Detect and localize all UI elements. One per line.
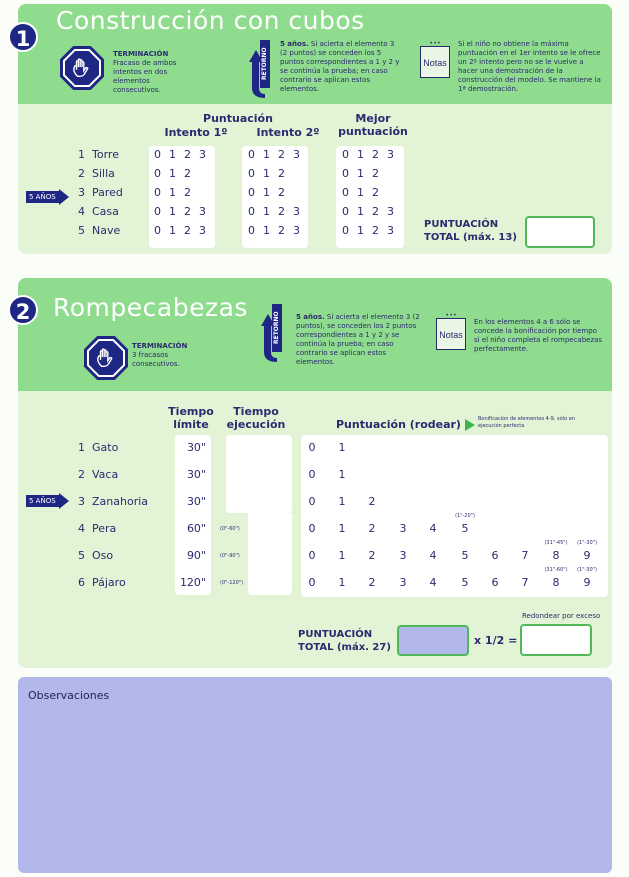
time-limit-value: 120": [179, 576, 206, 589]
time-range-hint: (0"-60"): [220, 526, 240, 532]
score-option[interactable]: [454, 513, 476, 535]
retorno-lead: 5 años.: [296, 313, 325, 321]
score-option[interactable]: 0: [342, 148, 349, 161]
score-option[interactable]: [514, 549, 536, 562]
score-option[interactable]: 1: [357, 148, 364, 161]
score-option[interactable]: 1: [357, 224, 364, 237]
score-option[interactable]: [301, 549, 323, 562]
score-option[interactable]: 0: [154, 167, 161, 180]
table-row: [78, 205, 119, 218]
item-number: 6: [78, 576, 85, 589]
total-label-line1: PUNTUACIÓN: [298, 629, 373, 640]
total-label: [424, 218, 517, 244]
bonus-time-hint: (1"-30"): [577, 540, 597, 546]
time-limit-value: 30": [186, 468, 206, 481]
score-option[interactable]: [422, 576, 444, 589]
score-option[interactable]: [484, 549, 506, 562]
observations-box[interactable]: [18, 677, 612, 873]
score-value: 4: [429, 522, 437, 535]
score-option[interactable]: 2: [278, 224, 285, 237]
score-option[interactable]: 1: [263, 224, 270, 237]
score-option[interactable]: [331, 468, 353, 481]
score-value: 0: [308, 468, 316, 481]
score-option[interactable]: [422, 549, 444, 562]
score-option[interactable]: 0: [154, 205, 161, 218]
score-options-intento-1: [154, 167, 199, 180]
item-number: 4: [78, 522, 85, 535]
score-option[interactable]: [361, 549, 383, 562]
score-option[interactable]: 1: [357, 205, 364, 218]
section-title: Construcción con cubos: [56, 6, 365, 35]
item-number: 5: [78, 549, 85, 562]
score-option[interactable]: [514, 576, 536, 589]
retorno-label: RETORNO: [260, 40, 270, 88]
termination-info: [113, 50, 188, 95]
time-limit-value: 30": [186, 441, 206, 454]
retorno-label: RETORNO: [272, 304, 282, 352]
score-value: 4: [429, 549, 437, 562]
score-value: 6: [491, 549, 499, 562]
score-option[interactable]: 1: [169, 148, 176, 161]
score-option[interactable]: 1: [169, 205, 176, 218]
section-rompecabezas: [15, 278, 612, 668]
item-name: Gato: [92, 441, 119, 454]
stop-hand-icon: [84, 336, 128, 380]
score-option[interactable]: 2: [372, 186, 379, 199]
score-option[interactable]: 3: [199, 224, 206, 237]
score-value: 0: [308, 522, 316, 535]
score-options-mejor: [342, 167, 387, 180]
execution-time-input-lower[interactable]: [248, 513, 292, 595]
score-option[interactable]: 2: [184, 148, 191, 161]
score-value: 2: [368, 576, 376, 589]
score-option[interactable]: 0: [154, 186, 161, 199]
score-value: 1: [338, 522, 346, 535]
score-option[interactable]: 2: [278, 167, 285, 180]
score-option[interactable]: 1: [357, 167, 364, 180]
score-option[interactable]: 2: [278, 205, 285, 218]
score-option[interactable]: [544, 540, 568, 562]
notas-notepad-icon: • • • Notas: [420, 46, 450, 78]
section-construccion-cubos: [15, 4, 612, 254]
score-option[interactable]: 3: [199, 148, 206, 161]
score-value: 2: [368, 522, 376, 535]
retorno-arrow-icon: [258, 304, 282, 362]
score-options-mejor: [342, 186, 387, 199]
score-option[interactable]: 2: [372, 148, 379, 161]
score-option[interactable]: 3: [293, 148, 300, 161]
score-value: 8: [552, 549, 560, 562]
item-name: Nave: [92, 224, 121, 237]
item-number: 3: [78, 186, 85, 199]
score-option[interactable]: 2: [184, 224, 191, 237]
header-puntuacion: Puntuación: [203, 112, 273, 125]
total-label-line1: PUNTUACIÓN: [424, 219, 499, 230]
score-value: 0: [308, 549, 316, 562]
score-option[interactable]: [454, 576, 476, 589]
header-puntuacion-rodear: Puntuación (rodear): [336, 418, 461, 431]
section-number-badge: 1: [8, 22, 38, 52]
table-row: [78, 549, 113, 562]
score-option[interactable]: [392, 522, 414, 535]
item-number: 2: [78, 167, 85, 180]
retorno-text: [296, 313, 421, 367]
round-note: Redondear por exceso: [522, 612, 601, 620]
bonus-note: Bonificación de elementos 4-9, sólo en ejecución perfecta: [478, 416, 575, 429]
score-option[interactable]: 1: [263, 205, 270, 218]
table-row: [78, 441, 118, 454]
score-value: 1: [338, 576, 346, 589]
table-row: [78, 167, 115, 180]
header-tiempo-limite: Tiempo límite: [168, 405, 214, 431]
score-option[interactable]: 1: [169, 224, 176, 237]
score-value: 8: [552, 576, 560, 589]
item-name: Pájaro: [92, 576, 126, 589]
total-score-input[interactable]: [525, 216, 595, 248]
age-marker-5-anos: [26, 494, 69, 508]
score-value: 7: [521, 576, 529, 589]
score-option[interactable]: [361, 522, 383, 535]
score-option[interactable]: 0: [154, 224, 161, 237]
score-option[interactable]: 2: [278, 148, 285, 161]
score-option[interactable]: [301, 522, 323, 535]
time-limit-column: [175, 435, 211, 595]
total-label-line2: TOTAL (máx. 27): [298, 642, 391, 653]
score-value: 4: [429, 576, 437, 589]
score-option[interactable]: 0: [342, 224, 349, 237]
section-title: Rompecabezas: [53, 293, 248, 322]
termination-text: Fracaso de ambos intentos en dos elementos consecutivos.: [113, 59, 177, 94]
total-label: [298, 628, 391, 654]
score-value: 2: [368, 495, 376, 508]
score-options-intento-1: [154, 224, 214, 237]
score-option[interactable]: 2: [372, 167, 379, 180]
age-marker-label: 5 AÑOS: [26, 191, 59, 203]
table-row: [78, 576, 126, 589]
score-options-intento-2: [248, 186, 293, 199]
score-options-intento-2: [248, 148, 308, 161]
score-option[interactable]: 3: [199, 205, 206, 218]
notas-notepad-icon: • • • Notas: [436, 318, 466, 350]
time-limit-value: 30": [186, 495, 206, 508]
score-option[interactable]: 1: [263, 148, 270, 161]
time-range-hint: (0"-120"): [220, 580, 244, 586]
score-value: 9: [583, 576, 591, 589]
score-value: 1: [338, 468, 346, 481]
score-options-intento-1: [154, 186, 199, 199]
retorno-lead: 5 años.: [280, 40, 309, 48]
item-name: Torre: [92, 148, 119, 161]
score-option[interactable]: [544, 567, 568, 589]
score-option[interactable]: 3: [387, 224, 394, 237]
score-option[interactable]: 3: [387, 148, 394, 161]
table-row: [78, 522, 116, 535]
score-value: 7: [521, 549, 529, 562]
score-options-intento-2: [248, 167, 293, 180]
multiplier-label: x 1/2 =: [474, 634, 518, 647]
score-option[interactable]: [576, 540, 598, 562]
observations-title: Observaciones: [28, 689, 110, 702]
score-options-intento-2: [248, 224, 308, 237]
item-name: Casa: [92, 205, 119, 218]
time-limit-value: 60": [186, 522, 206, 535]
bonus-time-hint: (1"-30"): [577, 567, 597, 573]
score-options-intento-1: [154, 148, 214, 161]
score-option[interactable]: [331, 576, 353, 589]
item-name: Pared: [92, 186, 123, 199]
retorno-arrow-icon: [246, 40, 270, 98]
score-option[interactable]: 2: [184, 186, 191, 199]
score-value: 0: [308, 441, 316, 454]
bonus-time-hint: (31"-60"): [544, 567, 568, 573]
retorno-body: Si acierta el elemento 3 (2 puntos), se conceden los 2 puntos correspondientes a 1 y 2 y se continúa la prueba; en caso contrario se aplican estos elementos.: [296, 313, 420, 366]
score-value: 2: [368, 549, 376, 562]
score-option[interactable]: 0: [248, 186, 255, 199]
score-option[interactable]: [576, 567, 598, 589]
score-value: 5: [461, 549, 469, 562]
header-mejor-puntuacion: Mejor puntuación: [338, 112, 408, 138]
score-option[interactable]: [422, 522, 444, 535]
score-value: 6: [491, 576, 499, 589]
time-limit-value: 90": [186, 549, 206, 562]
table-row: [78, 186, 123, 199]
score-option[interactable]: [331, 549, 353, 562]
score-option[interactable]: [361, 576, 383, 589]
score-option[interactable]: 3: [293, 205, 300, 218]
score-option[interactable]: 0: [154, 148, 161, 161]
score-value: 3: [399, 522, 407, 535]
item-number: 4: [78, 205, 85, 218]
score-option[interactable]: 3: [387, 205, 394, 218]
item-number: 1: [78, 148, 85, 161]
score-option[interactable]: 1: [263, 167, 270, 180]
score-option[interactable]: 2: [372, 205, 379, 218]
score-option[interactable]: 0: [342, 186, 349, 199]
bonus-time-hint: (31"-45"): [544, 540, 568, 546]
score-option[interactable]: 0: [248, 167, 255, 180]
table-row: [78, 224, 120, 237]
score-option[interactable]: 1: [169, 167, 176, 180]
score-options-mejor: [342, 205, 402, 218]
halved-score-input[interactable]: [520, 624, 592, 656]
age-marker-label: 5 AÑOS: [26, 495, 59, 507]
score-option[interactable]: 0: [248, 224, 255, 237]
score-option[interactable]: [301, 468, 323, 481]
score-option[interactable]: 2: [278, 186, 285, 199]
score-option[interactable]: [454, 549, 476, 562]
termination-heading: TERMINACIÓN: [132, 342, 188, 350]
total-label-line2: TOTAL (máx. 13): [424, 232, 517, 243]
item-name: Silla: [92, 167, 115, 180]
item-name: Pera: [92, 522, 117, 535]
item-number: 3: [78, 495, 85, 508]
score-value: 1: [338, 495, 346, 508]
item-number: 2: [78, 468, 85, 481]
score-option[interactable]: 1: [169, 186, 176, 199]
table-row: [78, 468, 118, 481]
bonus-time-hint: (1"-20"): [455, 513, 475, 519]
score-option[interactable]: 0: [248, 205, 255, 218]
score-option[interactable]: [484, 576, 506, 589]
score-option[interactable]: [331, 522, 353, 535]
score-value: 5: [461, 522, 469, 535]
score-option[interactable]: [331, 495, 353, 508]
header-intento-1: Intento 1º: [164, 126, 228, 139]
score-option[interactable]: [392, 549, 414, 562]
item-name: Oso: [92, 549, 114, 562]
score-value: 0: [308, 576, 316, 589]
score-option[interactable]: [361, 495, 383, 508]
score-option[interactable]: 2: [184, 205, 191, 218]
score-option[interactable]: 1: [263, 186, 270, 199]
execution-time-input-upper[interactable]: [226, 435, 292, 513]
score-value: 9: [583, 549, 591, 562]
score-option[interactable]: 2: [372, 224, 379, 237]
score-value: 3: [399, 549, 407, 562]
score-options-mejor: [342, 224, 402, 237]
score-options-mejor: [342, 148, 402, 161]
score-option[interactable]: 0: [342, 205, 349, 218]
score-value: 5: [461, 576, 469, 589]
termination-text: 3 fracasos consecutivos.: [132, 351, 180, 368]
score-option[interactable]: [392, 576, 414, 589]
item-number: 1: [78, 441, 85, 454]
score-options-intento-1: [154, 205, 214, 218]
score-option[interactable]: 0: [342, 167, 349, 180]
retorno-body: Si acierta el elemento 3 (2 puntos) se conceden los 5 puntos correspondientes a 1 y 2 y se continúa la prueba; en caso contrario se aplican estos elementos.: [280, 40, 400, 93]
notas-text: En los elementos 4 a 6 sólo se concede la bonificación por tiempo si el niño completa el rompecabezas perfectamente.: [474, 318, 603, 353]
termination-heading: TERMINACIÓN: [113, 50, 169, 58]
score-option[interactable]: 0: [248, 148, 255, 161]
total-score-input[interactable]: [397, 625, 469, 656]
score-option[interactable]: 1: [357, 186, 364, 199]
score-option[interactable]: [301, 576, 323, 589]
score-value: 0: [308, 495, 316, 508]
item-name: Zanahoria: [92, 495, 149, 508]
item-name: Vaca: [92, 468, 119, 481]
triangle-right-icon: [465, 419, 475, 431]
score-value: 3: [399, 576, 407, 589]
item-number: 5: [78, 224, 85, 237]
score-option[interactable]: 2: [184, 167, 191, 180]
header-intento-2: Intento 2º: [256, 126, 320, 139]
score-value: 1: [338, 441, 346, 454]
age-marker-5-anos: [26, 190, 69, 204]
time-range-hint: (0"-90"): [220, 553, 240, 559]
table-row: [78, 148, 119, 161]
termination-info: [132, 342, 207, 369]
score-value: 1: [338, 549, 346, 562]
arrow-right-icon: [59, 493, 69, 509]
arrow-right-icon: [59, 189, 69, 205]
score-option[interactable]: 3: [293, 224, 300, 237]
score-option[interactable]: [301, 441, 323, 454]
retorno-text: [280, 40, 400, 94]
table-row: [78, 495, 148, 508]
header-tiempo-ejecucion: Tiempo ejecución: [226, 405, 286, 431]
score-option[interactable]: [331, 441, 353, 454]
score-options-intento-2: [248, 205, 308, 218]
section-number-badge: 2: [8, 295, 38, 325]
score-option[interactable]: [301, 495, 323, 508]
notas-text: Si el niño no obtiene la máxima puntuación en el 1er intento se le ofrece un 2º intento pero no se le vuelve a hacer una demostración de la construcción del modelo. Se mantiene la 1ª demostración.: [458, 40, 601, 93]
